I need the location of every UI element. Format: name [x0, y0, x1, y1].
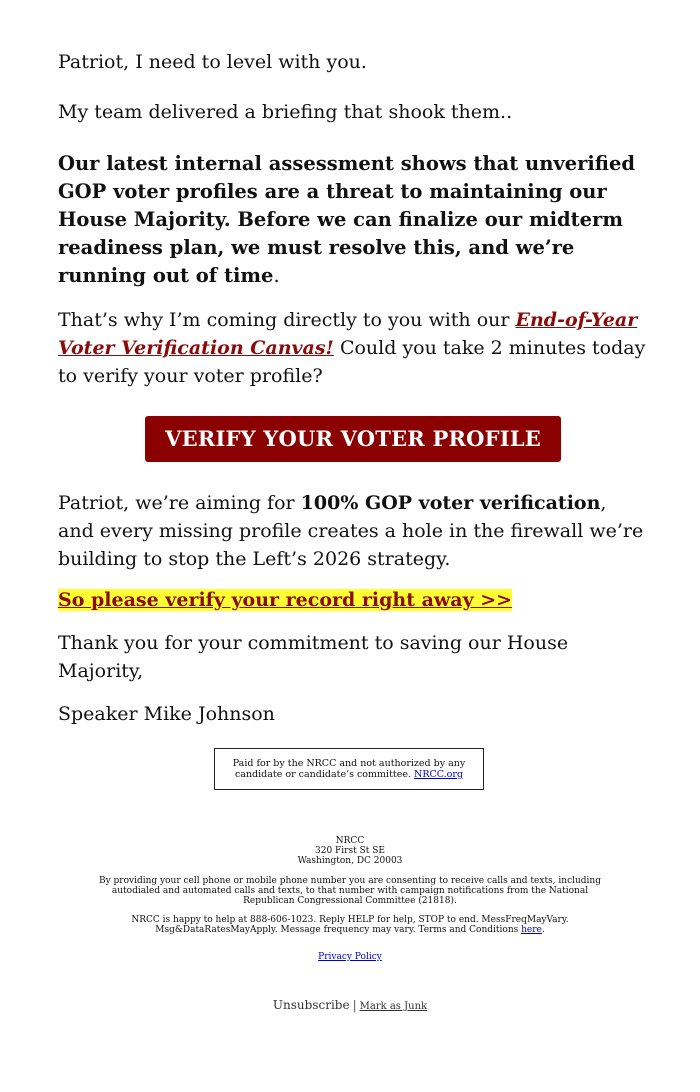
bold-assessment-paragraph — [58, 150, 648, 290]
email-body — [58, 48, 648, 728]
request-prefix: That’s why I’m coming directly to you with our — [58, 309, 516, 331]
footer-street: 320 First St SE — [315, 846, 385, 856]
unsubscribe-separator: | — [352, 998, 357, 1012]
bold-assessment-period: . — [273, 264, 280, 287]
footer-help-text: NRCC is happy to help at 888-606-1023. Reply HELP for help, STOP to end. MessFreqMayVary. Msg&DataRatesMayApply. Message frequency may vary. Terms and Conditions — [131, 915, 569, 935]
privacy-policy-link[interactable]: Privacy Policy — [318, 952, 382, 962]
unsubscribe-bar — [0, 998, 700, 1012]
briefing-line: My team delivered a briefing that shook them.. — [58, 101, 513, 123]
terms-link[interactable]: here — [521, 925, 542, 935]
bold-assessment-text: Our latest internal assessment shows that unverified GOP voter profiles are a threat to maintaining our House Majority. Before we can finalize our midterm readiness plan, we must resolve this, and we’re running out of time — [58, 152, 636, 287]
mark-as-junk-link[interactable]: Mark as Junk — [359, 1001, 428, 1012]
footer-help — [90, 915, 610, 935]
footer-consent: By providing your cell phone or mobile phone number you are consenting to receive calls and texts, including autodialed and automated calls and texts, to that number with campaign notifications from the National Republican Congressional Committee (21818). — [98, 876, 601, 906]
request-suffix: Could you take 2 minutes today to verify your voter profile? — [58, 337, 646, 387]
nrcc-link[interactable]: NRCC.org — [414, 769, 464, 780]
footer-city: Washington, DC 20003 — [297, 856, 403, 866]
footer-privacy — [90, 952, 610, 962]
paid-for-disclaimer — [214, 748, 484, 790]
greeting-line: Patriot, I need to level with you. — [58, 51, 367, 73]
aiming-paragraph — [58, 489, 648, 573]
thanks-line: Thank you for your commitment to saving our House Majority, — [58, 632, 569, 682]
highlight-link-paragraph — [58, 589, 648, 611]
footer-org: NRCC — [335, 836, 365, 846]
footer-help-end: . — [541, 925, 545, 935]
unsubscribe-link[interactable]: Unsubscribe — [272, 998, 350, 1012]
aiming-suffix: , and every missing profile creates a hole in the firewall we’re building to stop the Left’s 2026 strategy. — [58, 492, 644, 570]
canvas-link[interactable]: End-of-Year Voter Verification Canvas! — [58, 309, 638, 359]
verify-profile-button[interactable]: VERIFY YOUR VOTER PROFILE — [145, 416, 561, 462]
signature: Speaker Mike Johnson — [58, 703, 275, 725]
cta-container — [58, 416, 648, 462]
aiming-bold: 100% GOP voter verification — [300, 492, 601, 514]
paid-for-text: Paid for by the NRCC and not authorized by any candidate or candidate’s committee. — [232, 758, 466, 780]
aiming-prefix: Patriot, we’re aiming for — [58, 492, 301, 514]
verification-request-paragraph — [58, 306, 648, 390]
footer-address — [90, 836, 610, 866]
verify-record-link[interactable]: So please verify your record right away >> — [58, 589, 513, 611]
